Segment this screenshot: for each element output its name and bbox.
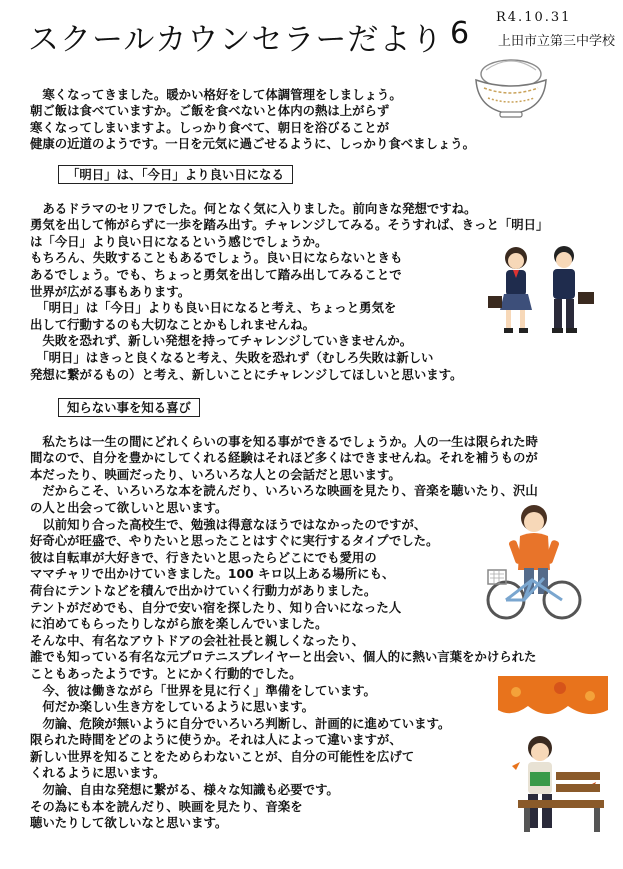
intro-line: 朝ご飯は食べていますか。ご飯を食べないと体内の熱は上がらず xyxy=(30,103,390,119)
section-heading-learning: 知らない事を知る喜び xyxy=(58,398,200,417)
students-walking-icon xyxy=(486,242,598,342)
body-line: だからこそ、いろいろな本を読んだり、いろいろな映画を見たり、音楽を聴いたり、沢山 xyxy=(30,483,538,499)
body-line: 何だか楽しい生き方をしているように思います。 xyxy=(30,699,314,715)
body-line: そんな中、有名なアウトドアの会社社長と親しくなったり、 xyxy=(30,632,365,648)
body-line: 私たちは一生の間にどれくらいの事を知る事ができるでしょうか。人の一生は限られた時 xyxy=(30,433,538,449)
body-line: 荷台にテントなどを積んで出かけていく行動力がありました。 xyxy=(30,582,377,598)
body-line: 好奇心が旺盛で、やりたいと思ったことはすぐに実行するタイプでした。 xyxy=(30,533,439,549)
body-line: あるドラマのセリフでした。何となく気に入りました。前向きな発想ですね。 xyxy=(30,200,477,216)
section-body-tomorrow xyxy=(30,184,548,400)
body-line: 勿論、自由な発想に繋がる、様々な知識も必要です。 xyxy=(30,782,339,798)
body-line: 聴いたりして欲しいなと思います。 xyxy=(30,815,228,831)
body-line: 出して行動するのも大切なことかもしれませんね。 xyxy=(30,316,315,332)
body-line: 勇気を出して怖がらずに一歩を踏み出す。チャレンジしてみる。そうすれば、きっと「明日」 xyxy=(30,217,549,233)
body-line: 本だったり、映画だったり、いろいろな人との会話だと思います。 xyxy=(30,466,401,482)
page-title: スクールカウンセラーだより xyxy=(28,22,444,58)
body-line: あるでしょう。でも、ちょっと勇気を出して踏み出してみることで xyxy=(30,266,402,282)
body-line: 間なので、自分を豊かにしてくれる経験はそれほど多くはできませんね。それを補うものが xyxy=(30,450,538,466)
body-line: テントがだめでも、自分で安い宿を探したり、知り合いになった人 xyxy=(30,599,402,615)
intro-line: 寒くなってしまいますよ。しっかり食べて、朝日を浴びることが xyxy=(30,119,390,135)
rice-bowl-icon xyxy=(472,54,550,124)
intro-line: 寒くなってきました。暖かい格好をして体調管理をしましょう。 xyxy=(30,86,402,102)
body-line: に泊めてもらったりしながら旅を楽しんでいました。 xyxy=(30,616,328,632)
body-line: 限られた時間をどのように使うか。それは人によって違いますが、 xyxy=(30,732,402,748)
body-line: の人と出会って欲しいと思います。 xyxy=(30,499,228,515)
body-line: 以前知り合った高校生で、勉強は得意なほうではなかったのですが、 xyxy=(30,516,427,532)
body-line: もちろん、失敗することもあるでしょう。良い日にならないときも xyxy=(30,250,403,266)
body-line: こともあったようです。とにかく行動的でした。 xyxy=(30,665,302,681)
body-line: その為にも本を読んだり、映画を見たり、音楽を xyxy=(30,798,303,814)
body-line: 今、彼は働きながら「世界を見に行く」準備をしています。 xyxy=(30,682,376,698)
body-line: ママチャリで出かけていきました。100 キロ以上ある場所にも、 xyxy=(30,566,395,582)
issue-date: R4.10.31 xyxy=(496,10,572,25)
section-body-learning xyxy=(30,417,538,848)
body-line: は「今日」より良い日になるという感じでしょうか。 xyxy=(30,233,328,249)
body-line: 「明日」は「今日」よりも良い日になると考え、ちょっと勇気を xyxy=(30,300,397,316)
body-line: 誰でも知っている有名な元プロテニスプレイヤーと出会い、個人的に熱い言葉をかけられた xyxy=(30,649,537,665)
body-line: 世界が広がる事もあります。 xyxy=(30,283,191,299)
reading-bench-icon xyxy=(498,676,608,844)
body-line: 新しい世界を知ることをためらわないことが、自分の可能性を広げて xyxy=(30,748,415,764)
issue-number: 6 xyxy=(450,16,470,51)
body-line: 失敗を恐れず、新しい発想を持ってチャレンジしていきませんか。 xyxy=(30,333,413,349)
intro-paragraph xyxy=(30,70,475,170)
intro-line: 健康の近道のようです。一日を元気に過ごせるように、しっかり食べましょう。 xyxy=(30,136,476,152)
section-heading-tomorrow: 「明日」は、「今日」より良い日になる xyxy=(58,165,293,184)
body-line: くれるように思います。 xyxy=(30,765,166,781)
body-line: 「明日」はきっと良くなると考え、失敗を恐れず（むしろ失敗は新しい xyxy=(30,349,434,365)
boy-bicycle-icon xyxy=(484,500,584,626)
body-line: 彼は自転車が大好きで、行きたいと思ったらどこにでも愛用の xyxy=(30,549,377,565)
school-name: 上田市立第三中学校 xyxy=(498,34,616,49)
body-line: 発想に繋がるもの）と考え、新しいことにチャレンジしてほしいと思います。 xyxy=(30,366,463,382)
body-line: 勿論、危険が無いように自分でいろいろ判断し、計画的に進めています。 xyxy=(30,715,451,731)
